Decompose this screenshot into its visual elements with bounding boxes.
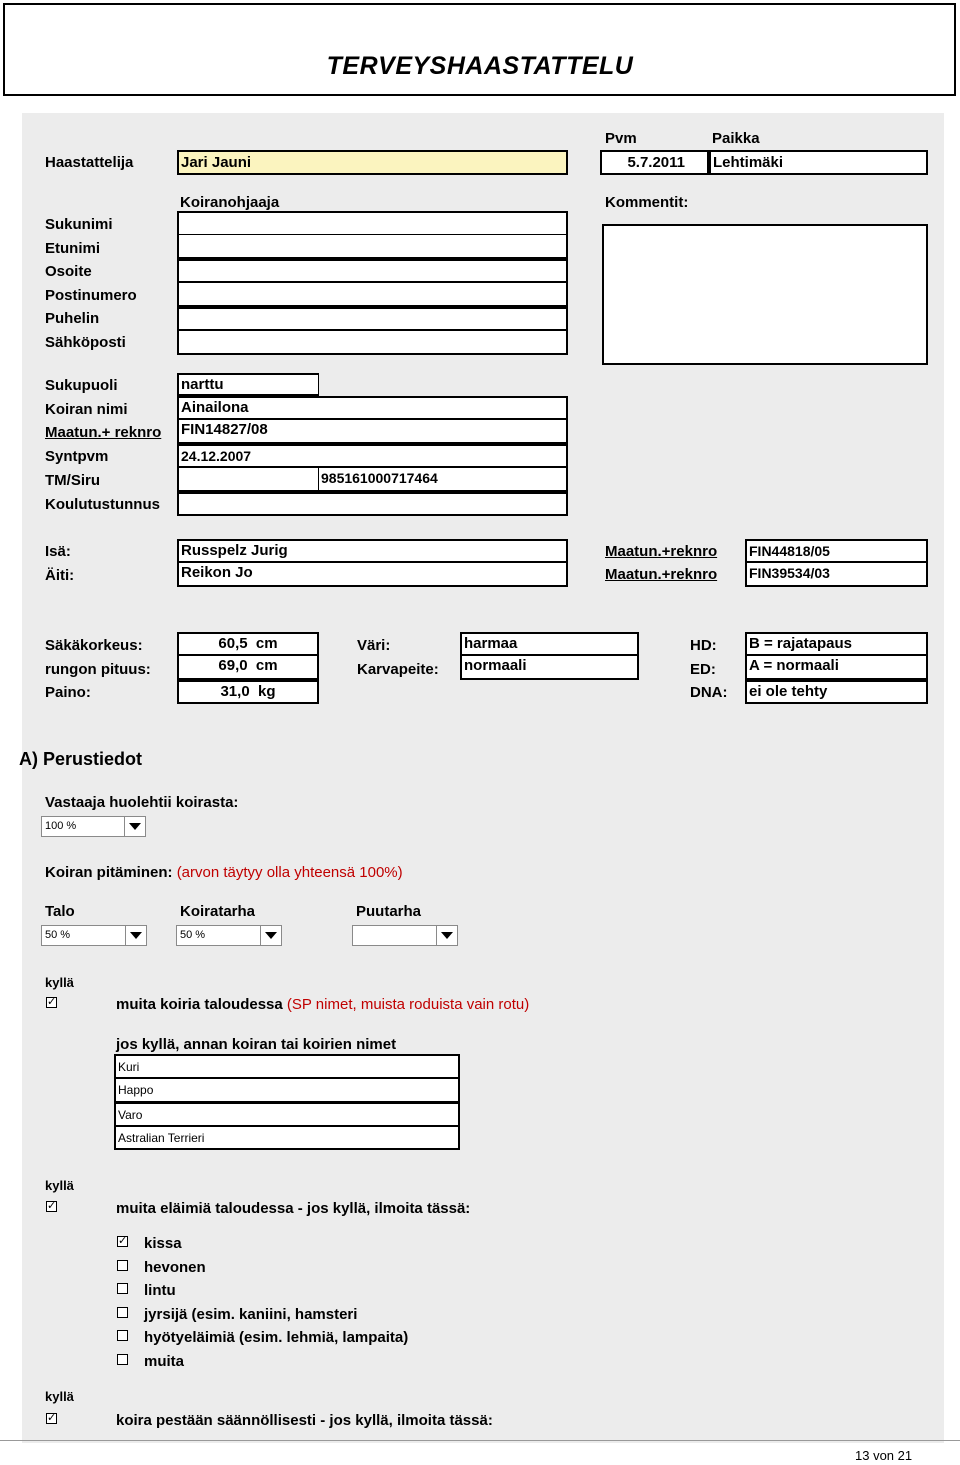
sukupuoli-label: Sukupuoli [45, 377, 118, 394]
koulutustunnus-label: Koulutustunnus [45, 496, 160, 513]
q1-sub-label: jos kyllä, annan koiran tai koirien nimet [116, 1036, 397, 1053]
pitaminen-note: (arvon täytyy olla yhteensä 100%) [176, 864, 403, 881]
pitaminen-label [45, 864, 403, 881]
q1-label [116, 996, 529, 1013]
animal-label: kissa [144, 1235, 182, 1252]
isa-label: Isä: [45, 543, 71, 560]
animal-checkbox-muita[interactable] [117, 1354, 128, 1365]
talo-label: Talo [45, 903, 75, 920]
animal-checkbox-lintu[interactable] [117, 1283, 128, 1294]
siru-field[interactable]: 985161000717464 [177, 468, 568, 492]
koiranohjaaja-label: Koiranohjaaja [180, 194, 280, 211]
aiti-field[interactable]: Reikon Jo [177, 563, 568, 587]
koiran-nimi-field[interactable]: Ainailona [177, 396, 568, 420]
q2-kylla-label: kyllä [45, 1178, 74, 1193]
animal-label: lintu [144, 1282, 176, 1299]
paikka-label: Paikka [712, 130, 760, 147]
sahkoposti-field[interactable] [177, 331, 568, 355]
aiti-label: Äiti: [45, 567, 75, 584]
owner-label-0: Sukunimi [45, 216, 113, 233]
dna-label: DNA: [690, 684, 728, 701]
animal-checkbox-hevonen[interactable] [117, 1260, 128, 1271]
pituus-label: rungon pituus: [45, 661, 151, 678]
ed-label: ED: [690, 661, 716, 678]
chevron-down-icon[interactable] [260, 926, 281, 945]
dog-name-field[interactable]: Varo [114, 1102, 460, 1126]
q2-label: muita eläimiä taloudessa - jos kyllä, ilmoita tässä: [116, 1200, 471, 1217]
syntpvm-field[interactable]: 24.12.2007 [177, 444, 568, 468]
karvapeite-label: Karvapeite: [357, 661, 439, 678]
koulutustunnus-field[interactable] [177, 492, 568, 516]
page-title: TERVEYSHAASTATTELU [326, 52, 634, 80]
ed-field[interactable]: A = normaali [745, 656, 928, 680]
koiratarha-label: Koiratarha [180, 903, 256, 920]
puhelin-field[interactable] [177, 307, 568, 331]
aiti-reknro-label[interactable]: Maatun.+reknro [605, 566, 718, 583]
vari-field[interactable]: harmaa [460, 632, 639, 656]
q3-kylla-label: kyllä [45, 1389, 74, 1404]
puutarha-dropdown[interactable] [352, 925, 458, 946]
hd-field[interactable]: B = rajatapaus [745, 632, 928, 656]
q3-label: koira pestään säännöllisesti - jos kyllä, ilmoita tässä: [116, 1412, 493, 1429]
vastaaja-value: 100 % [45, 820, 77, 832]
pituus-field[interactable]: 69,0 cm [177, 656, 319, 680]
owner-label-2: Osoite [45, 263, 92, 280]
owner-label-5: Sähköposti [45, 334, 126, 351]
syntpvm-label: Syntpvm [45, 448, 109, 465]
owner-label-3: Postinumero [45, 287, 137, 304]
vari-label: Väri: [357, 637, 391, 654]
kommentit-label: Kommentit: [605, 194, 689, 211]
chevron-down-icon[interactable] [436, 926, 457, 945]
kommentit-field[interactable] [602, 224, 928, 365]
vastaaja-dropdown[interactable] [41, 816, 146, 837]
isa-reknro-field[interactable]: FIN44818/05 [745, 539, 928, 563]
owner-label-1: Etunimi [45, 240, 100, 257]
haastattelija-label: Haastattelija [45, 154, 134, 171]
dog-name-field[interactable]: Astralian Terrieri [114, 1126, 460, 1150]
sukunimi-field[interactable] [177, 211, 568, 236]
q1-text: muita koiria taloudessa [116, 996, 283, 1013]
reknro-field[interactable]: FIN14827/08 [177, 420, 568, 444]
owner-label-4: Puhelin [45, 310, 100, 327]
sakakorkeus-label: Säkäkorkeus: [45, 637, 143, 654]
q1-kylla-label: kyllä [45, 975, 74, 990]
animal-checkbox-hyotyelaimia[interactable] [117, 1330, 128, 1341]
talo-dropdown[interactable] [41, 925, 147, 946]
q1-note: (SP nimet, muista roduista vain rotu) [286, 996, 530, 1013]
q2-checkbox[interactable]: ✓ [47, 1200, 57, 1212]
dog-name-field[interactable]: Kuri [114, 1054, 460, 1078]
vastaaja-label: Vastaaja huolehtii koirasta: [45, 794, 239, 811]
puutarha-label: Puutarha [356, 903, 422, 920]
animal-label: hyötyeläimiä (esim. lehmiä, lampaita) [144, 1329, 409, 1346]
section-a-heading: A) Perustiedot [19, 749, 143, 769]
paikka-field[interactable]: Lehtimäki [709, 150, 928, 175]
page-divider [0, 1440, 960, 1441]
pvm-field[interactable]: 5.7.2011 [600, 150, 709, 175]
reknro-label[interactable]: Maatun.+ reknro [45, 424, 162, 441]
animal-label: jyrsijä (esim. kaniini, hamsteri [144, 1306, 358, 1323]
chevron-down-icon[interactable] [125, 926, 146, 945]
paino-label: Paino: [45, 684, 91, 701]
sakakorkeus-field[interactable]: 60,5 cm [177, 632, 319, 656]
animal-checkbox-jyrsija[interactable] [117, 1307, 128, 1318]
dog-name-field[interactable]: Happo [114, 1078, 460, 1102]
hd-label: HD: [690, 637, 717, 654]
pitaminen-text: Koiran pitäminen: [45, 864, 173, 881]
title-frame [3, 3, 956, 96]
animal-label: muita [144, 1353, 185, 1370]
siru-divider [318, 468, 319, 490]
q3-checkbox[interactable]: ✓ [47, 1412, 57, 1424]
talo-value: 50 % [45, 929, 71, 941]
dna-field[interactable]: ei ole tehty [745, 680, 928, 704]
chevron-down-icon[interactable] [124, 817, 145, 836]
etunimi-field[interactable] [177, 235, 568, 259]
koiratarha-value: 50 % [180, 929, 206, 941]
postinumero-field[interactable] [177, 283, 568, 307]
animal-label: hevonen [144, 1259, 206, 1276]
siru-label: TM/Siru [45, 472, 100, 489]
q1-checkbox[interactable]: ✓ [47, 996, 57, 1008]
haastattelija-field[interactable]: Jari Jauni [177, 150, 568, 175]
animal-checkbox-kissa[interactable]: ✓ [118, 1235, 128, 1247]
pvm-label: Pvm [605, 130, 637, 147]
isa-field[interactable]: Russpelz Jurig [177, 539, 568, 563]
koiratarha-dropdown[interactable] [176, 925, 282, 946]
aiti-reknro-field[interactable]: FIN39534/03 [745, 563, 928, 587]
sukupuoli-field[interactable]: narttu [177, 373, 319, 396]
paino-field[interactable]: 31,0 kg [177, 680, 319, 704]
page-number: 13 von 21 [855, 1448, 913, 1463]
koiran-nimi-label: Koiran nimi [45, 401, 128, 418]
isa-reknro-label[interactable]: Maatun.+reknro [605, 543, 718, 560]
karvapeite-field[interactable]: normaali [460, 656, 639, 680]
osoite-field[interactable] [177, 259, 568, 283]
